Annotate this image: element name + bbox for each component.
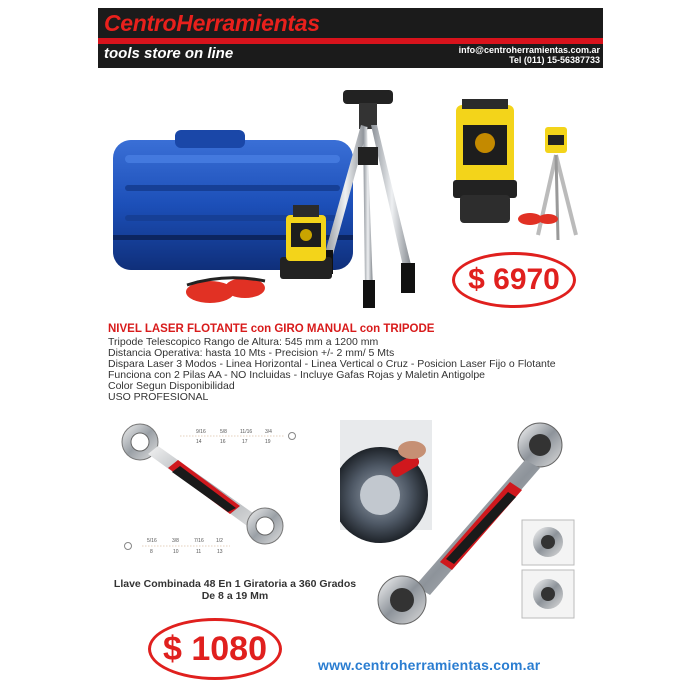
price-badge-laser: $ 6970 bbox=[452, 252, 576, 308]
laser-kit-photo-small bbox=[448, 85, 583, 245]
spec-line: Dispara Laser 3 Modos - Linea Horizontal - Linea Vertical o Cruz - Posicion Laser Fijo o Flotante bbox=[108, 358, 556, 370]
size-mm-11: 11 bbox=[196, 549, 202, 555]
wrench-size-diagram bbox=[110, 420, 305, 560]
size-mm-16: 16 bbox=[220, 439, 226, 445]
size-markers-bottom bbox=[125, 538, 231, 555]
size-mm-19: 19 bbox=[265, 439, 271, 445]
size-inch-7-16: 7/16 bbox=[194, 538, 204, 544]
header-red-stripe bbox=[98, 38, 603, 44]
website-url[interactable]: www.centroherramientas.com.ar bbox=[318, 657, 541, 673]
laser-kit-photo bbox=[105, 85, 445, 315]
size-inch-3-8: 3/8 bbox=[172, 538, 179, 544]
tire-inset-photo bbox=[340, 420, 432, 543]
wrench-caption-line2: De 8 a 19 Mm bbox=[201, 590, 269, 602]
size-mm-14: 14 bbox=[196, 439, 202, 445]
tagline: tools store on line bbox=[104, 45, 234, 62]
size-inch-5-16: 5/16 bbox=[147, 538, 157, 544]
spec-line: USO PROFESIONAL bbox=[108, 391, 209, 403]
size-markers-top bbox=[180, 429, 296, 445]
size-inch-1-2: 1/2 bbox=[216, 538, 223, 544]
spec-line: Distancia Operativa: hasta 10 Mts - Precision +/- 2 mm/ 5 Mts bbox=[108, 347, 395, 359]
size-mm-8: 8 bbox=[150, 549, 153, 555]
laser-level-device-large bbox=[453, 99, 517, 223]
spec-line: Funciona con 2 Pilas AA - NO Incluidas - Incluye Gafas Rojas y Maletin Antigolpe bbox=[108, 369, 486, 381]
size-mm-17: 17 bbox=[242, 439, 248, 445]
socket-detail-insets bbox=[522, 520, 574, 618]
red-goggles-small bbox=[518, 213, 558, 225]
product-title-laser: NIVEL LASER FLOTANTE con GIRO MANUAL con TRIPODE bbox=[108, 323, 435, 335]
wrench-caption bbox=[110, 578, 360, 602]
size-mm-13: 13 bbox=[217, 549, 223, 555]
red-goggles bbox=[186, 278, 265, 303]
size-inch-11-16: 11/16 bbox=[240, 429, 253, 435]
laser-level-device bbox=[280, 205, 332, 279]
wrench-photo bbox=[340, 420, 580, 635]
size-inch-3-4: 3/4 bbox=[265, 429, 272, 435]
price-badge-wrench: $ 1080 bbox=[148, 618, 282, 680]
brand-name: CentroHerramientas bbox=[104, 10, 320, 36]
size-inch-5-8: 5/8 bbox=[220, 429, 227, 435]
size-inch-9-16: 9/16 bbox=[196, 429, 206, 435]
contact-email[interactable]: info@centroherramientas.com.ar bbox=[458, 45, 600, 55]
wrench-illustration bbox=[122, 424, 283, 544]
spec-line: Tripode Telescopico Rango de Altura: 545 mm a 1200 mm bbox=[108, 336, 379, 348]
spec-line: Color Segun Disponibilidad bbox=[108, 380, 235, 392]
contact-phone: Tel (011) 15-56387733 bbox=[509, 55, 600, 65]
size-mm-10: 10 bbox=[173, 549, 179, 555]
wrench-caption-line1: Llave Combinada 48 En 1 Giratoria a 360 Grados bbox=[113, 578, 357, 590]
